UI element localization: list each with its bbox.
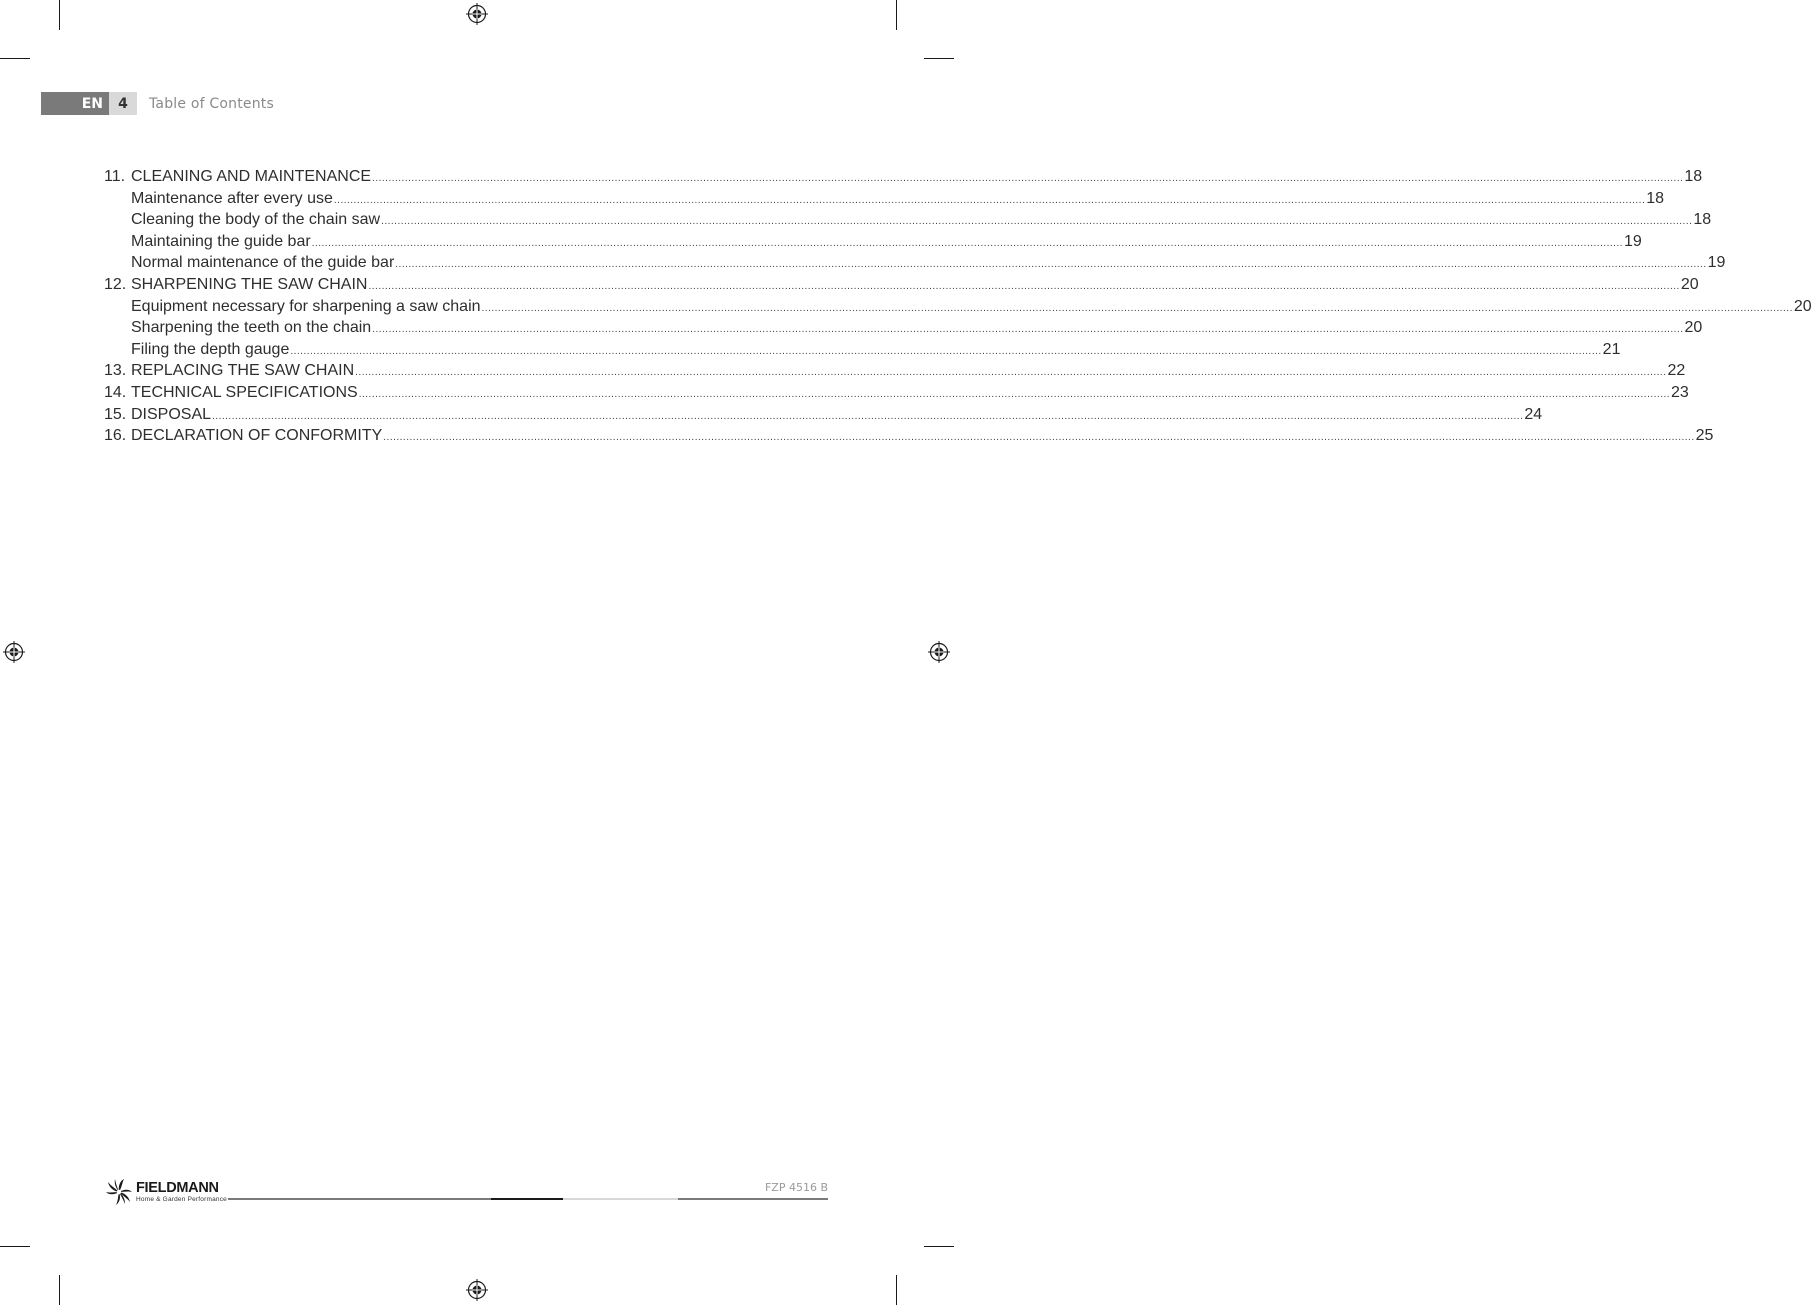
toc-entry[interactable] [104, 425, 1714, 447]
toc-dot-leader: ................................................................................................................................................................................................................................................................................................................................................................................................................ [383, 432, 1695, 444]
brand-name: FIELDMANN [136, 1180, 219, 1196]
table-of-contents [104, 166, 1812, 447]
toc-entry-title: Maintenance after every use [131, 189, 333, 207]
toc-entry-title: Sharpening the teeth on the chain [131, 319, 372, 337]
toc-dot-leader: ................................................................................................................................................................................................................................................................................................................................................................................................................ [311, 237, 1624, 249]
toc-entry-page: 18 [1693, 211, 1712, 229]
toc-entry-title: Maintaining the guide bar [131, 232, 311, 250]
toc-entry-page: 24 [1524, 405, 1543, 423]
toc-dot-leader: ................................................................................................................................................................................................................................................................................................................................................................................................................ [381, 216, 1693, 228]
toc-entry-page: 19 [1624, 232, 1642, 250]
toc-entry-number: 15. [104, 405, 127, 423]
footer-rule [563, 1198, 678, 1200]
toc-entry-page: 23 [1671, 383, 1689, 401]
toc-entry-page: 18 [1646, 189, 1665, 207]
toc-dot-leader: ................................................................................................................................................................................................................................................................................................................................................................................................................ [290, 345, 1602, 357]
toc-entry[interactable] [104, 404, 1543, 426]
toc-entry-title: DECLARATION OF CONFORMITY [131, 427, 383, 445]
toc-entry[interactable] [104, 166, 1703, 188]
toc-entry-number: 13. [104, 362, 127, 380]
toc-entry[interactable] [104, 252, 1726, 274]
toc-entry-number: 11. [104, 168, 126, 185]
toc-entry-title: SHARPENING THE SAW CHAIN [131, 275, 368, 293]
crop-mark [924, 58, 954, 59]
crop-mark [59, 1275, 60, 1305]
toc-entry-title: Normal maintenance of the guide bar [131, 254, 395, 272]
toc-entry-title: DISPOSAL [131, 405, 212, 423]
toc-entry[interactable] [104, 382, 1689, 404]
toc-entry-page: 22 [1667, 362, 1686, 380]
toc-entry-title: CLEANING AND MAINTENANCE [131, 168, 372, 185]
toc-entry[interactable] [104, 360, 1686, 382]
toc-entry-page: 20 [1680, 275, 1699, 293]
registration-mark-icon [928, 641, 950, 663]
crop-mark [896, 1275, 897, 1305]
toc-entry-title: Equipment necessary for sharpening a saw chain [131, 297, 481, 315]
page-header [41, 92, 274, 115]
registration-mark-icon [466, 3, 488, 25]
registration-mark-icon [3, 641, 25, 663]
toc-entry-title: Filing the depth gauge [131, 340, 290, 358]
brand-tagline: Home & Garden Performance [136, 1196, 227, 1203]
toc-dot-leader: ................................................................................................................................................................................................................................................................................................................................................................................................................ [481, 302, 1793, 314]
language-badge: EN [41, 92, 109, 115]
toc-entry-number: 14. [104, 383, 127, 401]
toc-entry-page: 18 [1684, 168, 1703, 185]
toc-entry[interactable] [104, 339, 1621, 361]
crop-mark [0, 58, 30, 59]
toc-entry-number: 16. [104, 427, 127, 445]
toc-entry-title: TECHNICAL SPECIFICATIONS [131, 383, 358, 401]
toc-entry[interactable] [104, 231, 1642, 253]
toc-entry[interactable] [104, 274, 1699, 296]
footer-rule [228, 1198, 491, 1200]
crop-mark [896, 0, 897, 30]
toc-entry-title: REPLACING THE SAW CHAIN [131, 362, 355, 380]
toc-dot-leader: ................................................................................................................................................................................................................................................................................................................................................................................................................ [212, 410, 1524, 422]
toc-dot-leader: ................................................................................................................................................................................................................................................................................................................................................................................................................ [372, 324, 1684, 336]
toc-entry-page: 19 [1707, 254, 1726, 272]
section-title: Table of Contents [149, 95, 274, 112]
model-number: FZP 4516 B [764, 1181, 828, 1194]
toc-dot-leader: ................................................................................................................................................................................................................................................................................................................................................................................................................ [368, 280, 1680, 292]
footer-rule [678, 1198, 828, 1200]
toc-entry-page: 21 [1602, 340, 1621, 358]
toc-entry-page: 20 [1793, 297, 1812, 315]
brand-logo [104, 1176, 226, 1208]
toc-entry[interactable] [104, 317, 1703, 339]
page-number: 4 [109, 92, 137, 115]
crop-mark [59, 0, 60, 30]
toc-entry[interactable] [104, 296, 1812, 318]
toc-entry-number: 12. [104, 275, 127, 293]
toc-entry[interactable] [104, 209, 1712, 231]
toc-dot-leader: ................................................................................................................................................................................................................................................................................................................................................................................................................ [358, 388, 1671, 400]
fieldmann-swirl-icon [104, 1177, 134, 1207]
toc-dot-leader: ................................................................................................................................................................................................................................................................................................................................................................................................................ [333, 194, 1646, 206]
registration-mark-icon [466, 1279, 488, 1301]
crop-mark [924, 1246, 954, 1247]
toc-entry-title: Cleaning the body of the chain saw [131, 211, 381, 229]
toc-entry[interactable] [104, 188, 1665, 210]
crop-mark [0, 1246, 30, 1247]
footer-rule [491, 1198, 563, 1200]
toc-entry-page: 25 [1695, 427, 1714, 445]
toc-dot-leader: ................................................................................................................................................................................................................................................................................................................................................................................................................ [395, 259, 1707, 271]
toc-dot-leader: ................................................................................................................................................................................................................................................................................................................................................................................................................ [355, 367, 1667, 379]
toc-entry-page: 20 [1684, 319, 1703, 337]
toc-dot-leader: ................................................................................................................................................................................................................................................................................................................................................................................................................ [372, 173, 1684, 184]
